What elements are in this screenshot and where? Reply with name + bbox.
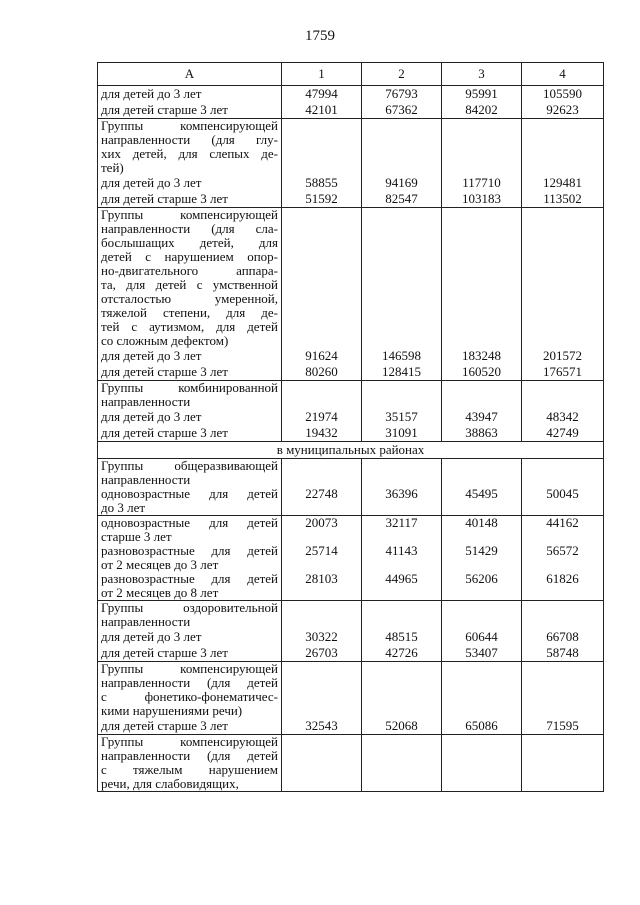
table-row: [98, 86, 604, 119]
group-heading-line: направленности: [101, 472, 191, 487]
row-label-cell: [98, 601, 282, 662]
value: 160520: [462, 364, 501, 379]
group-heading-line: тей с аутизмом, для детей: [101, 319, 278, 334]
value: 45495: [465, 486, 498, 501]
table-row: [98, 516, 604, 601]
value: 129481: [543, 175, 582, 190]
value: 32543: [305, 718, 338, 733]
value: 146598: [382, 348, 421, 363]
value: 41143: [385, 543, 418, 558]
value: 117710: [462, 175, 501, 190]
group-heading-line: отсталостью умеренной,: [101, 291, 278, 306]
value-cell: [442, 381, 522, 442]
group-heading-line: кими нарушениями речи): [101, 703, 243, 718]
row-label-cell: [98, 459, 282, 516]
value: 38863: [465, 425, 498, 440]
group-heading-line: со сложным дефектом): [101, 333, 229, 348]
value: 61826: [546, 571, 579, 586]
value: 56572: [546, 543, 579, 558]
row-label: старше 3 лет: [101, 529, 172, 544]
value: 80260: [305, 364, 338, 379]
value: 28103: [305, 571, 338, 586]
row-label: для детей старше 3 лет: [101, 191, 228, 206]
row-label: разновозрастные для детей: [101, 571, 278, 586]
value: 65086: [465, 718, 498, 733]
value: 22748: [305, 486, 338, 501]
row-label-cell: [98, 662, 282, 735]
value-cell: [442, 459, 522, 516]
group-heading: [101, 662, 278, 718]
group-heading-line: Группы компенсирующей: [101, 734, 278, 749]
value: 128415: [382, 364, 421, 379]
value-cell: [282, 208, 362, 381]
row-label: от 2 месяцев до 3 лет: [101, 557, 219, 572]
value: 21974: [305, 409, 338, 424]
row-label-cell: [98, 735, 282, 792]
group-heading-line: направленности (для детей: [101, 675, 278, 690]
table-row: [98, 208, 604, 381]
group-heading-line: тяжелой степени, для де-: [101, 305, 278, 320]
value-cell: [282, 662, 362, 735]
row-label: разновозрастные для детей: [101, 543, 278, 558]
section-title: в муниципальных районах: [98, 442, 604, 459]
value-cell: [282, 86, 362, 119]
value: 56206: [465, 571, 498, 586]
value: 36396: [385, 486, 418, 501]
group-heading-line: та, для детей с умственной: [101, 277, 278, 292]
value: 94169: [385, 175, 418, 190]
value-cell: [282, 459, 362, 516]
value-cell: [442, 119, 522, 208]
value: 20073: [305, 515, 338, 530]
rates-table: [97, 62, 604, 792]
row-label: одновозрастные для детей: [101, 515, 278, 530]
table-row: [98, 601, 604, 662]
row-label-cell: [98, 119, 282, 208]
value: 92623: [546, 102, 579, 117]
value: 60644: [465, 629, 498, 644]
value: 58748: [546, 645, 579, 660]
value: 113502: [543, 191, 582, 206]
group-heading: [101, 601, 278, 629]
value-cell: [362, 381, 442, 442]
value: 71595: [546, 718, 579, 733]
group-heading-line: с фонетико-фонематичес-: [101, 689, 278, 704]
row-label: для детей старше 3 лет: [101, 425, 228, 440]
value-cell: [522, 86, 604, 119]
column-header: 4: [522, 63, 604, 86]
value: 25714: [305, 543, 338, 558]
group-heading-line: Группы компенсирующей: [101, 207, 278, 222]
value-cell: [522, 516, 604, 601]
row-label: от 2 месяцев до 8 лет: [101, 585, 219, 600]
group-heading-line: Группы компенсирующей: [101, 661, 278, 676]
row-label: для детей до 3 лет: [101, 348, 202, 363]
value-cell: [282, 516, 362, 601]
value: 32117: [385, 515, 418, 530]
group-heading-line: с тяжелым нарушением: [101, 762, 278, 777]
table-row: [98, 381, 604, 442]
value: 31091: [385, 425, 418, 440]
row-label-cell: [98, 381, 282, 442]
group-heading: [101, 119, 278, 175]
value: 201572: [543, 348, 582, 363]
group-heading-line: хих детей, для слепых де-: [101, 146, 278, 161]
value-cell: [522, 381, 604, 442]
value: 51429: [465, 543, 498, 558]
value: 43947: [465, 409, 498, 424]
group-heading-line: Группы оздоровительной: [101, 600, 278, 615]
group-heading-line: направленности (для глу-: [101, 132, 278, 147]
group-heading-line: бослышащих детей, для: [101, 235, 278, 250]
value-cell: [362, 119, 442, 208]
value: 42749: [546, 425, 579, 440]
group-heading-line: направленности (для детей: [101, 748, 278, 763]
row-label: для детей старше 3 лет: [101, 364, 228, 379]
row-label: для детей старше 3 лет: [101, 102, 228, 117]
row-label: для детей старше 3 лет: [101, 645, 228, 660]
table-row: [98, 662, 604, 735]
value-cell: [282, 601, 362, 662]
value: 42101: [305, 102, 338, 117]
value-cell: [522, 208, 604, 381]
column-header: 3: [442, 63, 522, 86]
value-cell: [362, 735, 442, 792]
value: 48515: [385, 629, 418, 644]
value-cell: [282, 735, 362, 792]
section-row: [98, 442, 604, 459]
group-heading-line: направленности: [101, 614, 191, 629]
value-cell: [522, 601, 604, 662]
value: 82547: [385, 191, 418, 206]
value-cell: [362, 601, 442, 662]
group-heading-line: детей с нарушением опор-: [101, 249, 278, 264]
column-header: 2: [362, 63, 442, 86]
table-row: [98, 119, 604, 208]
table-row: [98, 459, 604, 516]
value: 58855: [305, 175, 338, 190]
group-heading-line: направленности (для сла-: [101, 221, 278, 236]
value-cell: [522, 735, 604, 792]
group-heading-line: тей): [101, 160, 124, 175]
value-cell: [522, 119, 604, 208]
row-label: для детей старше 3 лет: [101, 718, 228, 733]
value: 95991: [465, 86, 498, 101]
value-cell: [362, 208, 442, 381]
row-label-cell: [98, 208, 282, 381]
value-cell: [362, 86, 442, 119]
row-label: для детей до 3 лет: [101, 409, 202, 424]
value-cell: [442, 601, 522, 662]
page-number: 1759: [305, 28, 335, 44]
value: 183248: [462, 348, 501, 363]
value-cell: [522, 662, 604, 735]
value: 51592: [305, 191, 338, 206]
table-header-row: [98, 63, 604, 86]
group-heading-line: Группы компенсирующей: [101, 118, 278, 133]
group-heading-line: но-двигательного аппара-: [101, 263, 278, 278]
row-label: одновозрастные для детей: [101, 486, 278, 501]
group-heading-line: речи, для слабовидящих,: [101, 776, 239, 791]
value-cell: [522, 459, 604, 516]
value: 176571: [543, 364, 582, 379]
group-heading: [101, 459, 278, 487]
value-cell: [362, 459, 442, 516]
value: 84202: [465, 102, 498, 117]
group-heading: [101, 735, 278, 791]
value-cell: [442, 516, 522, 601]
value: 53407: [465, 645, 498, 660]
value: 52068: [385, 718, 418, 733]
row-label: для детей до 3 лет: [101, 86, 202, 101]
value: 66708: [546, 629, 579, 644]
value: 40148: [465, 515, 498, 530]
value: 44162: [546, 515, 579, 530]
value-cell: [282, 381, 362, 442]
row-label: до 3 лет: [101, 500, 146, 515]
group-heading-line: направленности: [101, 394, 191, 409]
value: 19432: [305, 425, 338, 440]
group-heading-line: Группы комбинированной: [101, 380, 278, 395]
row-label: для детей до 3 лет: [101, 175, 202, 190]
value: 30322: [305, 629, 338, 644]
value: 67362: [385, 102, 418, 117]
value-cell: [362, 516, 442, 601]
value: 91624: [305, 348, 338, 363]
row-label-cell: [98, 86, 282, 119]
value: 103183: [462, 191, 501, 206]
value: 105590: [543, 86, 582, 101]
value: 35157: [385, 409, 418, 424]
value-cell: [362, 662, 442, 735]
value: 50045: [546, 486, 579, 501]
group-heading: [101, 381, 278, 409]
group-heading-line: Группы общеразвивающей: [101, 458, 278, 473]
row-label: для детей до 3 лет: [101, 629, 202, 644]
row-label-cell: [98, 516, 282, 601]
table-row: [98, 735, 604, 792]
value-cell: [282, 119, 362, 208]
value: 42726: [385, 645, 418, 660]
value: 47994: [305, 86, 338, 101]
value: 76793: [385, 86, 418, 101]
value-cell: [442, 208, 522, 381]
value-cell: [442, 662, 522, 735]
value-cell: [442, 86, 522, 119]
value: 48342: [546, 409, 579, 424]
value: 44965: [385, 571, 418, 586]
group-heading: [101, 208, 278, 348]
value-cell: [442, 735, 522, 792]
column-header: 1: [282, 63, 362, 86]
value: 26703: [305, 645, 338, 660]
column-header: А: [98, 63, 282, 86]
